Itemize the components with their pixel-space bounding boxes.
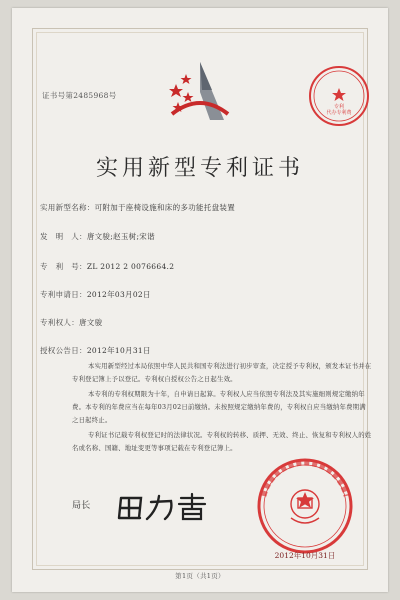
top-seal-line-2: 代办专利费	[326, 110, 352, 116]
patent-owner-label: 专利权人：	[40, 318, 79, 327]
national-ip-office-seal-icon	[246, 456, 364, 566]
field-utility-name	[40, 202, 235, 213]
grant-date-value: 2012年10月31日	[86, 346, 151, 355]
director-signature	[107, 492, 227, 522]
filing-date-label: 专利申请日：	[40, 290, 87, 299]
body-paragraph-3: 专利证书记载专利权登记时的法律状况。专利权的转移、质押、无效、终止、恢复和专利权人的姓名或名称、国籍、地址变更等事项记载在专利登记簿上。	[72, 431, 372, 452]
inventor-label: 发 明 人：	[40, 232, 87, 241]
page-footer: 第1页（共1页）	[175, 572, 225, 580]
patent-owner-value: 唐文骏	[79, 318, 103, 327]
certificate-sheet	[12, 8, 388, 592]
utility-name-label: 实用新型名称：	[40, 203, 95, 212]
grant-date-label: 授权公告日：	[40, 346, 87, 355]
body-paragraph-1: 本实用新型经过本局依照中华人民共和国专利法进行初步审查，决定授予专利权，颁发本证书并在专利登记簿上予以登记。专利权自授权公告之日起生效。	[72, 362, 372, 383]
certificate-number: 证书号第2485968号	[42, 91, 117, 100]
top-seal-line-1: 专利	[333, 104, 345, 110]
seal-date: 2012年10月31日	[274, 551, 336, 560]
body-paragraph-2: 本专利的专利权期限为十年，自申请日起算。专利权人应当依照专利法及其实施细则规定缴纳年费。本专利的年费应当在每年03月02日前缴纳。未按照规定缴纳年费的，专利权自应当缴纳年费期满之日起终止。	[72, 390, 366, 424]
field-grant-date	[40, 345, 151, 356]
certificate-title: 实用新型专利证书	[95, 156, 304, 181]
field-filing-date	[40, 289, 151, 300]
field-patent-number	[40, 261, 174, 272]
field-inventor	[40, 231, 155, 242]
patent-office-emblem-icon	[162, 54, 238, 128]
director-label: 局长	[72, 501, 91, 511]
field-patent-owner	[40, 317, 102, 328]
filing-date-value: 2012年03月02日	[86, 290, 151, 299]
patent-number-label: 专 利 号：	[40, 262, 87, 271]
utility-name-value: 可附加于座椅设施和床的多功能托盘装置	[94, 203, 236, 212]
top-seal-icon	[307, 64, 371, 128]
inventor-value: 唐文骏;赵玉树;宋谐	[86, 232, 155, 241]
patent-number-value: ZL 2012 2 0076664.2	[86, 262, 175, 271]
